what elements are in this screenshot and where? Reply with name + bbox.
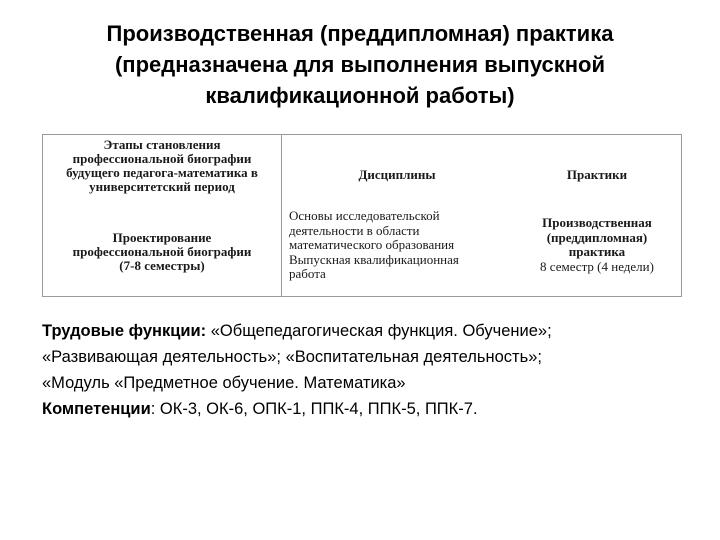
functions-text: «Общепедагогическая функция. Обучение»;: [206, 322, 552, 340]
title-line: (предназначена для выполнения выпускной: [114, 52, 606, 77]
title-line: квалификационной работы): [205, 83, 515, 108]
stage-design-line: профессиональной биографии: [72, 244, 252, 259]
stage-semesters: (7-8 семестры): [119, 258, 205, 273]
disciplines-list: [289, 209, 509, 282]
discipline-line: деятельности в области: [289, 222, 420, 238]
practices-column: [513, 135, 681, 296]
functions-text: «Развивающая деятельность»; «Воспитательная деятельность»;: [42, 348, 542, 366]
discipline-line: Основы исследовательской: [289, 208, 440, 223]
discipline-line: работа: [289, 266, 326, 281]
practice-term: 8 семестр (4 недели): [540, 258, 654, 274]
disciplines-header: Дисциплины: [358, 167, 436, 182]
stage-design: [43, 231, 281, 273]
functions-text: «Модуль «Предметное обучение. Математика»: [42, 374, 406, 392]
stages-header-line: Этапы становления: [103, 137, 221, 152]
slide-body: [42, 318, 682, 422]
stage-design-line: Проектирование: [112, 230, 212, 245]
competencies-text: : ОК-3, ОК-6, ОПК-1, ППК-4, ППК-5, ППК-7.: [150, 400, 478, 418]
practice-entry: [513, 216, 681, 274]
stages-header-line: будущего педагога-математика в: [66, 165, 258, 180]
practices-header: Практики: [566, 167, 628, 182]
competencies-label: Компетенции: [42, 400, 151, 418]
discipline-line: математического образования: [289, 237, 455, 252]
functions-label: Трудовые функции:: [42, 322, 207, 340]
practice-line: практика: [568, 244, 626, 259]
practice-line: (преддипломная): [546, 229, 648, 245]
title-line: Производственная (преддипломная) практика: [106, 21, 614, 46]
stages-column: [43, 135, 282, 296]
practice-line: Производственная: [542, 215, 652, 230]
discipline-line: Выпускная квалификационная: [289, 251, 459, 267]
slide-title: [30, 18, 690, 111]
stages-header-line: профессиональной биографии: [72, 151, 252, 166]
disciplines-column: [281, 135, 513, 296]
stages-header: [43, 138, 281, 194]
functions-paragraph: [42, 318, 682, 396]
stages-header-line: университетский период: [89, 179, 235, 194]
curriculum-table: [42, 134, 682, 297]
competencies-paragraph: [42, 396, 682, 422]
